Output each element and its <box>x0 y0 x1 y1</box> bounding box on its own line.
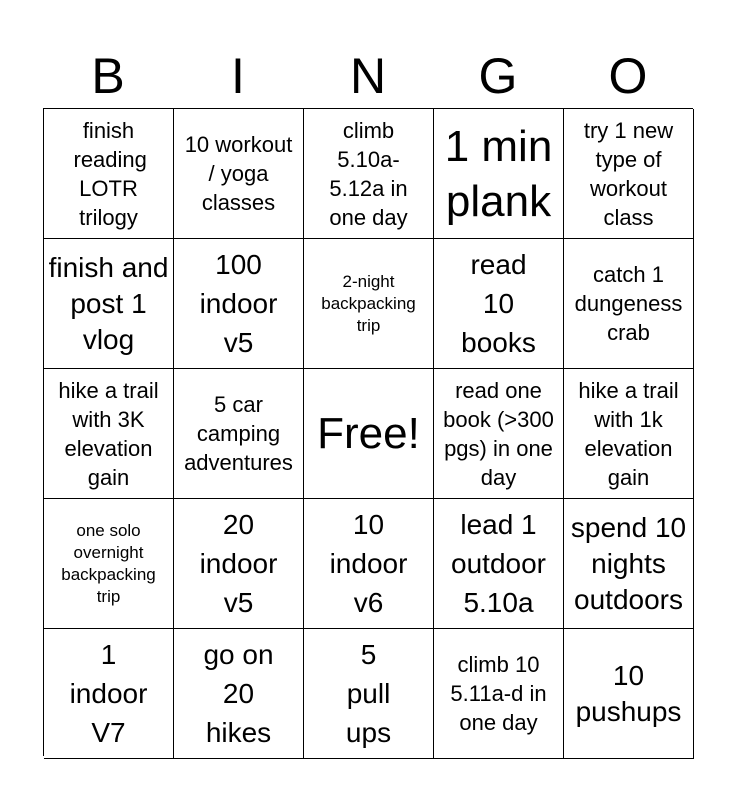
bingo-grid <box>43 108 693 756</box>
bingo-cell[interactable] <box>174 499 304 629</box>
cell-text: read one book (>300 pgs) in one day <box>443 377 554 490</box>
cell-text: 10 indoor v6 <box>329 509 408 618</box>
header-letter-n: N <box>349 48 387 104</box>
header-letter-b: B <box>91 48 125 104</box>
bingo-cell[interactable] <box>44 109 174 239</box>
cell-text: one solo overnight backpacking trip <box>61 520 156 606</box>
cell-text: try 1 new type of workout class <box>583 117 674 230</box>
bingo-cell[interactable] <box>564 109 694 239</box>
cell-text: 10 pushups <box>575 659 682 727</box>
header-letter-i: I <box>231 48 245 104</box>
cell-text: go on 20 hikes <box>203 639 274 748</box>
bingo-cell[interactable] <box>434 369 564 499</box>
bingo-cell[interactable] <box>44 369 174 499</box>
bingo-cell[interactable] <box>44 629 174 759</box>
cell-text: hike a trail with 3K elevation gain <box>58 377 159 490</box>
bingo-cell[interactable] <box>564 499 694 629</box>
bingo-cell[interactable] <box>564 369 694 499</box>
bingo-cell[interactable] <box>44 499 174 629</box>
bingo-cell[interactable] <box>174 369 304 499</box>
bingo-cell[interactable] <box>304 499 434 629</box>
cell-text: 1 indoor V7 <box>69 639 148 748</box>
cell-text: finish and post 1 vlog <box>48 251 169 355</box>
bingo-cell[interactable] <box>304 629 434 759</box>
cell-text: 20 indoor v5 <box>199 509 278 618</box>
bingo-cell[interactable] <box>304 239 434 369</box>
bingo-cell[interactable] <box>564 629 694 759</box>
bingo-cell[interactable] <box>44 239 174 369</box>
bingo-cell[interactable] <box>434 109 564 239</box>
header-letter-g: G <box>478 48 518 104</box>
bingo-cell[interactable] <box>304 369 434 499</box>
cell-text: finish reading LOTR trilogy <box>73 117 147 230</box>
bingo-cell[interactable] <box>434 629 564 759</box>
cell-text: 10 workout / yoga classes <box>184 132 293 215</box>
bingo-cell[interactable] <box>434 239 564 369</box>
cell-text: climb 10 5.11a-d in one day <box>450 652 547 735</box>
bingo-header <box>43 44 693 108</box>
bingo-cell[interactable] <box>174 109 304 239</box>
cell-text: read 10 books <box>461 249 536 358</box>
bingo-cell[interactable] <box>174 239 304 369</box>
cell-text: climb 5.10a-5.12a in one day <box>329 117 408 230</box>
cell-text: 1 min plank <box>444 121 553 226</box>
cell-text: hike a trail with 1k elevation gain <box>578 377 679 490</box>
header-letter-o: O <box>608 48 648 104</box>
cell-text: lead 1 outdoor 5.10a <box>451 509 546 618</box>
cell-text: 5 car camping adventures <box>184 392 293 475</box>
cell-text: Free! <box>317 409 420 458</box>
bingo-cell[interactable] <box>564 239 694 369</box>
cell-text: 100 indoor v5 <box>199 249 278 358</box>
bingo-cell[interactable] <box>304 109 434 239</box>
cell-text: spend 10 nights outdoors <box>570 511 687 615</box>
cell-text: 5 pull ups <box>345 639 392 748</box>
cell-text: 2-night backpacking trip <box>321 271 416 335</box>
cell-text: catch 1 dungeness crab <box>574 262 683 345</box>
bingo-cell[interactable] <box>174 629 304 759</box>
bingo-cell[interactable] <box>434 499 564 629</box>
